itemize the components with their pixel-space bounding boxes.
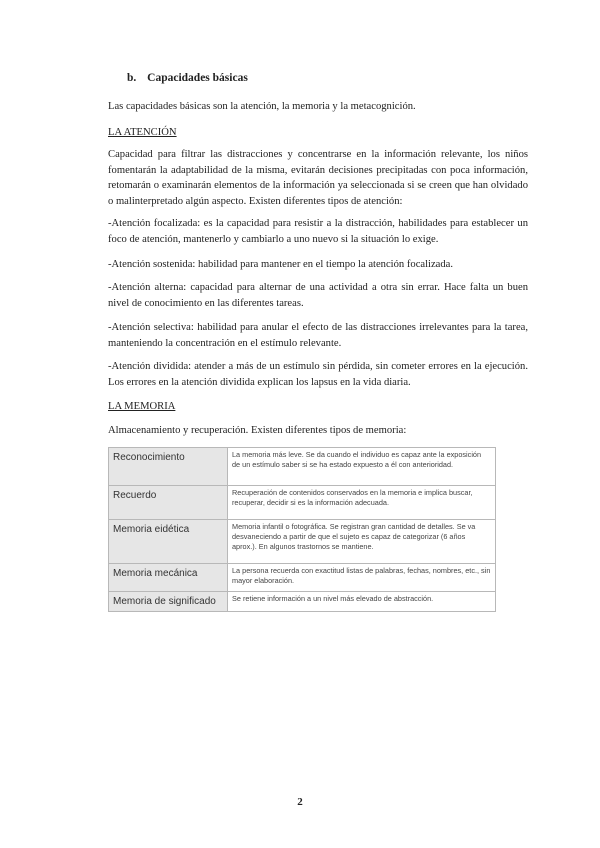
memory-term: Recuerdo	[109, 486, 228, 520]
memory-description: Memoria infantil o fotográfica. Se registran gran cantidad de detalles. Se va desvaneciendo a partir de que el sujeto es capaz de categorizar (6 años aprox.). En algunos trastornos se mantiene.	[228, 520, 496, 564]
section-number: b.	[127, 72, 137, 84]
memory-description: Recuperación de contenidos conservados en la memoria e implica buscar, recuperar, decidir si es la información adecuada.	[228, 486, 496, 520]
memory-description: La memoria más leve. Se da cuando el individuo es capaz ante la exposición de un estímulo saber si se ha estado expuesto a él con anterioridad.	[228, 448, 496, 486]
section-heading	[127, 72, 248, 84]
table-row	[109, 564, 496, 592]
page-number: 2	[297, 796, 303, 808]
intro-paragraph: Las capacidades básicas son la atención, la memoria y la metacognición.	[108, 101, 416, 112]
attention-type-dividida: -Atención dividida: atender a más de un estímulo sin pérdida, sin cometer errores en la ejecución. Los errores en la atención dividida explican los lapsus en la vida diaria.	[108, 361, 528, 388]
attention-type-focalizada: -Atención focalizada: es la capacidad para resistir a la distracción, habilidades para establecer un foco de atención, mantenerlo y cambiarlo a uno nuevo si la situación lo exige.	[108, 218, 528, 245]
attention-type-alterna: -Atención alterna: capacidad para alternar de una actividad a otra sin errar. Hace falta un buen nivel de conocimiento en las diferentes tareas.	[108, 282, 528, 309]
memory-description: La persona recuerda con exactitud listas de palabras, fechas, nombres, etc., sin mayor elaboración.	[228, 564, 496, 592]
attention-heading: LA ATENCIÓN	[108, 127, 177, 138]
attention-type-selectiva: -Atención selectiva: habilidad para anular el efecto de las distracciones irrelevantes para la tarea, manteniendo la concentración en el estímulo relevante.	[108, 322, 528, 349]
attention-type-sostenida: -Atención sostenida: habilidad para mantener en el tiempo la atención focalizada.	[108, 259, 454, 270]
table-row	[109, 520, 496, 564]
memory-types-table	[108, 447, 496, 612]
memory-term: Memoria mecánica	[109, 564, 228, 592]
table-row	[109, 486, 496, 520]
memory-heading: LA MEMORIA	[108, 401, 176, 412]
table-row	[109, 592, 496, 612]
section-title: Capacidades básicas	[147, 72, 248, 84]
memory-description: Se retiene información a un nivel más elevado de abstracción.	[228, 592, 496, 612]
table-row	[109, 448, 496, 486]
memory-term: Reconocimiento	[109, 448, 228, 486]
memory-intro: Almacenamiento y recuperación. Existen diferentes tipos de memoria:	[108, 425, 407, 436]
memory-term: Memoria eidética	[109, 520, 228, 564]
attention-definition: Capacidad para filtrar las distracciones y concentrarse en la información relevante, los niños fomentarán la adaptabilidad de la misma, evitarán decisiones precipitadas con poca información, retomarán o examinarán elementos de la información ya seleccionada si se creen que han olvidado o malinterpretado algún aspecto. Existen diferentes tipos de atención:	[108, 149, 528, 207]
memory-term: Memoria de significado	[109, 592, 228, 612]
